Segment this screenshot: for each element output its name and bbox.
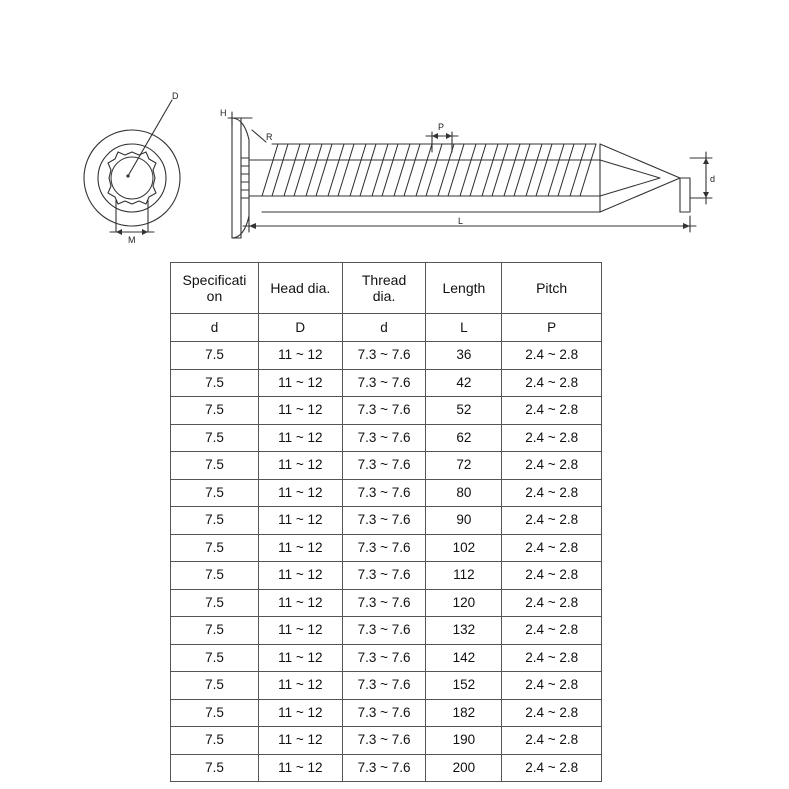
table-cell: 7.5: [171, 617, 259, 645]
table-cell: 7.5: [171, 424, 259, 452]
table-cell: 7.5: [171, 397, 259, 425]
table-cell: 11 ~ 12: [258, 424, 342, 452]
table-cell: 2.4 ~ 2.8: [502, 699, 602, 727]
table-cell: 7.5: [171, 754, 259, 782]
table-cell: 142: [426, 644, 502, 672]
table-cell: 2.4 ~ 2.8: [502, 617, 602, 645]
table-cell: 2.4 ~ 2.8: [502, 342, 602, 370]
label-pitch: P: [438, 122, 445, 132]
label-head-radius: R: [266, 132, 273, 142]
leader-M: [110, 200, 154, 235]
table-cell: 11 ~ 12: [258, 699, 342, 727]
table-cell: 7.3 ~ 7.6: [342, 699, 426, 727]
table-symbol-cell-1: D: [258, 314, 342, 342]
dimension-H: [228, 112, 252, 126]
table-symbol-cell-3: L: [426, 314, 502, 342]
table-cell: 2.4 ~ 2.8: [502, 479, 602, 507]
label-head-socket-dia: D: [172, 91, 179, 101]
table-cell: 132: [426, 617, 502, 645]
table-cell: 120: [426, 589, 502, 617]
table-row: [171, 369, 602, 397]
table-cell: 2.4 ~ 2.8: [502, 727, 602, 755]
table-cell: 11 ~ 12: [258, 727, 342, 755]
table-cell: 2.4 ~ 2.8: [502, 397, 602, 425]
table-cell: 7.3 ~ 7.6: [342, 342, 426, 370]
table-cell: 7.3 ~ 7.6: [342, 617, 426, 645]
table-cell: 7.3 ~ 7.6: [342, 369, 426, 397]
table-cell: 11 ~ 12: [258, 589, 342, 617]
table-row: [171, 424, 602, 452]
table-cell: 2.4 ~ 2.8: [502, 672, 602, 700]
table-cell: 11 ~ 12: [258, 562, 342, 590]
table-symbol-cell-2: d: [342, 314, 426, 342]
table-cell: 7.5: [171, 644, 259, 672]
table-cell: 7.3 ~ 7.6: [342, 644, 426, 672]
table-row: [171, 617, 602, 645]
table-cell: 7.3 ~ 7.6: [342, 754, 426, 782]
table-cell: 182: [426, 699, 502, 727]
technical-drawing: [0, 0, 789, 250]
table-cell: 7.5: [171, 589, 259, 617]
table-cell: 7.3 ~ 7.6: [342, 589, 426, 617]
table-cell: 11 ~ 12: [258, 369, 342, 397]
table-row: [171, 452, 602, 480]
table-symbol-row: [171, 314, 602, 342]
table-cell: 7.3 ~ 7.6: [342, 672, 426, 700]
table-cell: 7.3 ~ 7.6: [342, 507, 426, 535]
table-cell: 152: [426, 672, 502, 700]
table-row: [171, 644, 602, 672]
table-cell: 190: [426, 727, 502, 755]
table-cell: 7.5: [171, 369, 259, 397]
table-cell: 11 ~ 12: [258, 342, 342, 370]
table-cell: 11 ~ 12: [258, 452, 342, 480]
table-cell: 62: [426, 424, 502, 452]
table-cell: 7.5: [171, 727, 259, 755]
table-cell: 2.4 ~ 2.8: [502, 589, 602, 617]
dimension-L: [243, 216, 696, 232]
table-row: [171, 754, 602, 782]
table-cell: 7.5: [171, 699, 259, 727]
head-end-view: [84, 130, 180, 226]
table-cell: 11 ~ 12: [258, 507, 342, 535]
table-row: [171, 562, 602, 590]
table-cell: 102: [426, 534, 502, 562]
leader-R: [252, 130, 266, 142]
table-cell: 80: [426, 479, 502, 507]
table-cell: 2.4 ~ 2.8: [502, 507, 602, 535]
table-cell: 11 ~ 12: [258, 754, 342, 782]
table-cell: 72: [426, 452, 502, 480]
table-cell: 7.3 ~ 7.6: [342, 452, 426, 480]
table-cell: 7.3 ~ 7.6: [342, 397, 426, 425]
table-header-cell-3: Length: [426, 263, 502, 314]
table-header-cell-1: Head dia.: [258, 263, 342, 314]
table-cell: 11 ~ 12: [258, 534, 342, 562]
table-cell: 2.4 ~ 2.8: [502, 424, 602, 452]
screw-drawing-svg: [0, 0, 789, 250]
table-header-row: [171, 263, 602, 314]
table-cell: 11 ~ 12: [258, 397, 342, 425]
table-cell: 2.4 ~ 2.8: [502, 369, 602, 397]
label-thread-dia: d: [710, 174, 716, 184]
table-row: [171, 479, 602, 507]
label-head-height: H: [220, 108, 227, 118]
table-cell: 7.3 ~ 7.6: [342, 534, 426, 562]
table-cell: 7.3 ~ 7.6: [342, 479, 426, 507]
table-cell: 7.5: [171, 342, 259, 370]
table-row: [171, 699, 602, 727]
table-cell: 7.3 ~ 7.6: [342, 424, 426, 452]
table-cell: 2.4 ~ 2.8: [502, 644, 602, 672]
table-row: [171, 342, 602, 370]
dimension-d-right: [690, 152, 712, 204]
table-cell: 36: [426, 342, 502, 370]
table-header-cell-0: Specificati on: [171, 263, 259, 314]
table-cell: 11 ~ 12: [258, 644, 342, 672]
table-row: [171, 507, 602, 535]
table-cell: 11 ~ 12: [258, 672, 342, 700]
table-cell: 90: [426, 507, 502, 535]
table-cell: 2.4 ~ 2.8: [502, 534, 602, 562]
table-cell: 200: [426, 754, 502, 782]
table-header-cell-2: Thread dia.: [342, 263, 426, 314]
table-cell: 7.5: [171, 479, 259, 507]
table-row: [171, 397, 602, 425]
label-head-socket-width: M: [128, 235, 136, 245]
table-cell: 7.5: [171, 562, 259, 590]
table-cell: 7.5: [171, 534, 259, 562]
table-cell: 112: [426, 562, 502, 590]
table-row: [171, 534, 602, 562]
table-cell: 7.3 ~ 7.6: [342, 562, 426, 590]
table-row: [171, 672, 602, 700]
label-length: L: [458, 216, 464, 226]
table-cell: 11 ~ 12: [258, 479, 342, 507]
table-cell: 42: [426, 369, 502, 397]
table-row: [171, 589, 602, 617]
table-cell: 2.4 ~ 2.8: [502, 452, 602, 480]
table-cell: 2.4 ~ 2.8: [502, 754, 602, 782]
table-symbol-cell-0: d: [171, 314, 259, 342]
table-cell: 7.3 ~ 7.6: [342, 727, 426, 755]
table-cell: 52: [426, 397, 502, 425]
specification-table: [170, 262, 602, 782]
specification-table-container: [170, 262, 602, 782]
table-row: [171, 727, 602, 755]
table-cell: 2.4 ~ 2.8: [502, 562, 602, 590]
table-symbol-cell-4: P: [502, 314, 602, 342]
table-header-cell-4: Pitch: [502, 263, 602, 314]
table-cell: 7.5: [171, 672, 259, 700]
table-cell: 7.5: [171, 452, 259, 480]
table-cell: 11 ~ 12: [258, 617, 342, 645]
table-cell: 7.5: [171, 507, 259, 535]
